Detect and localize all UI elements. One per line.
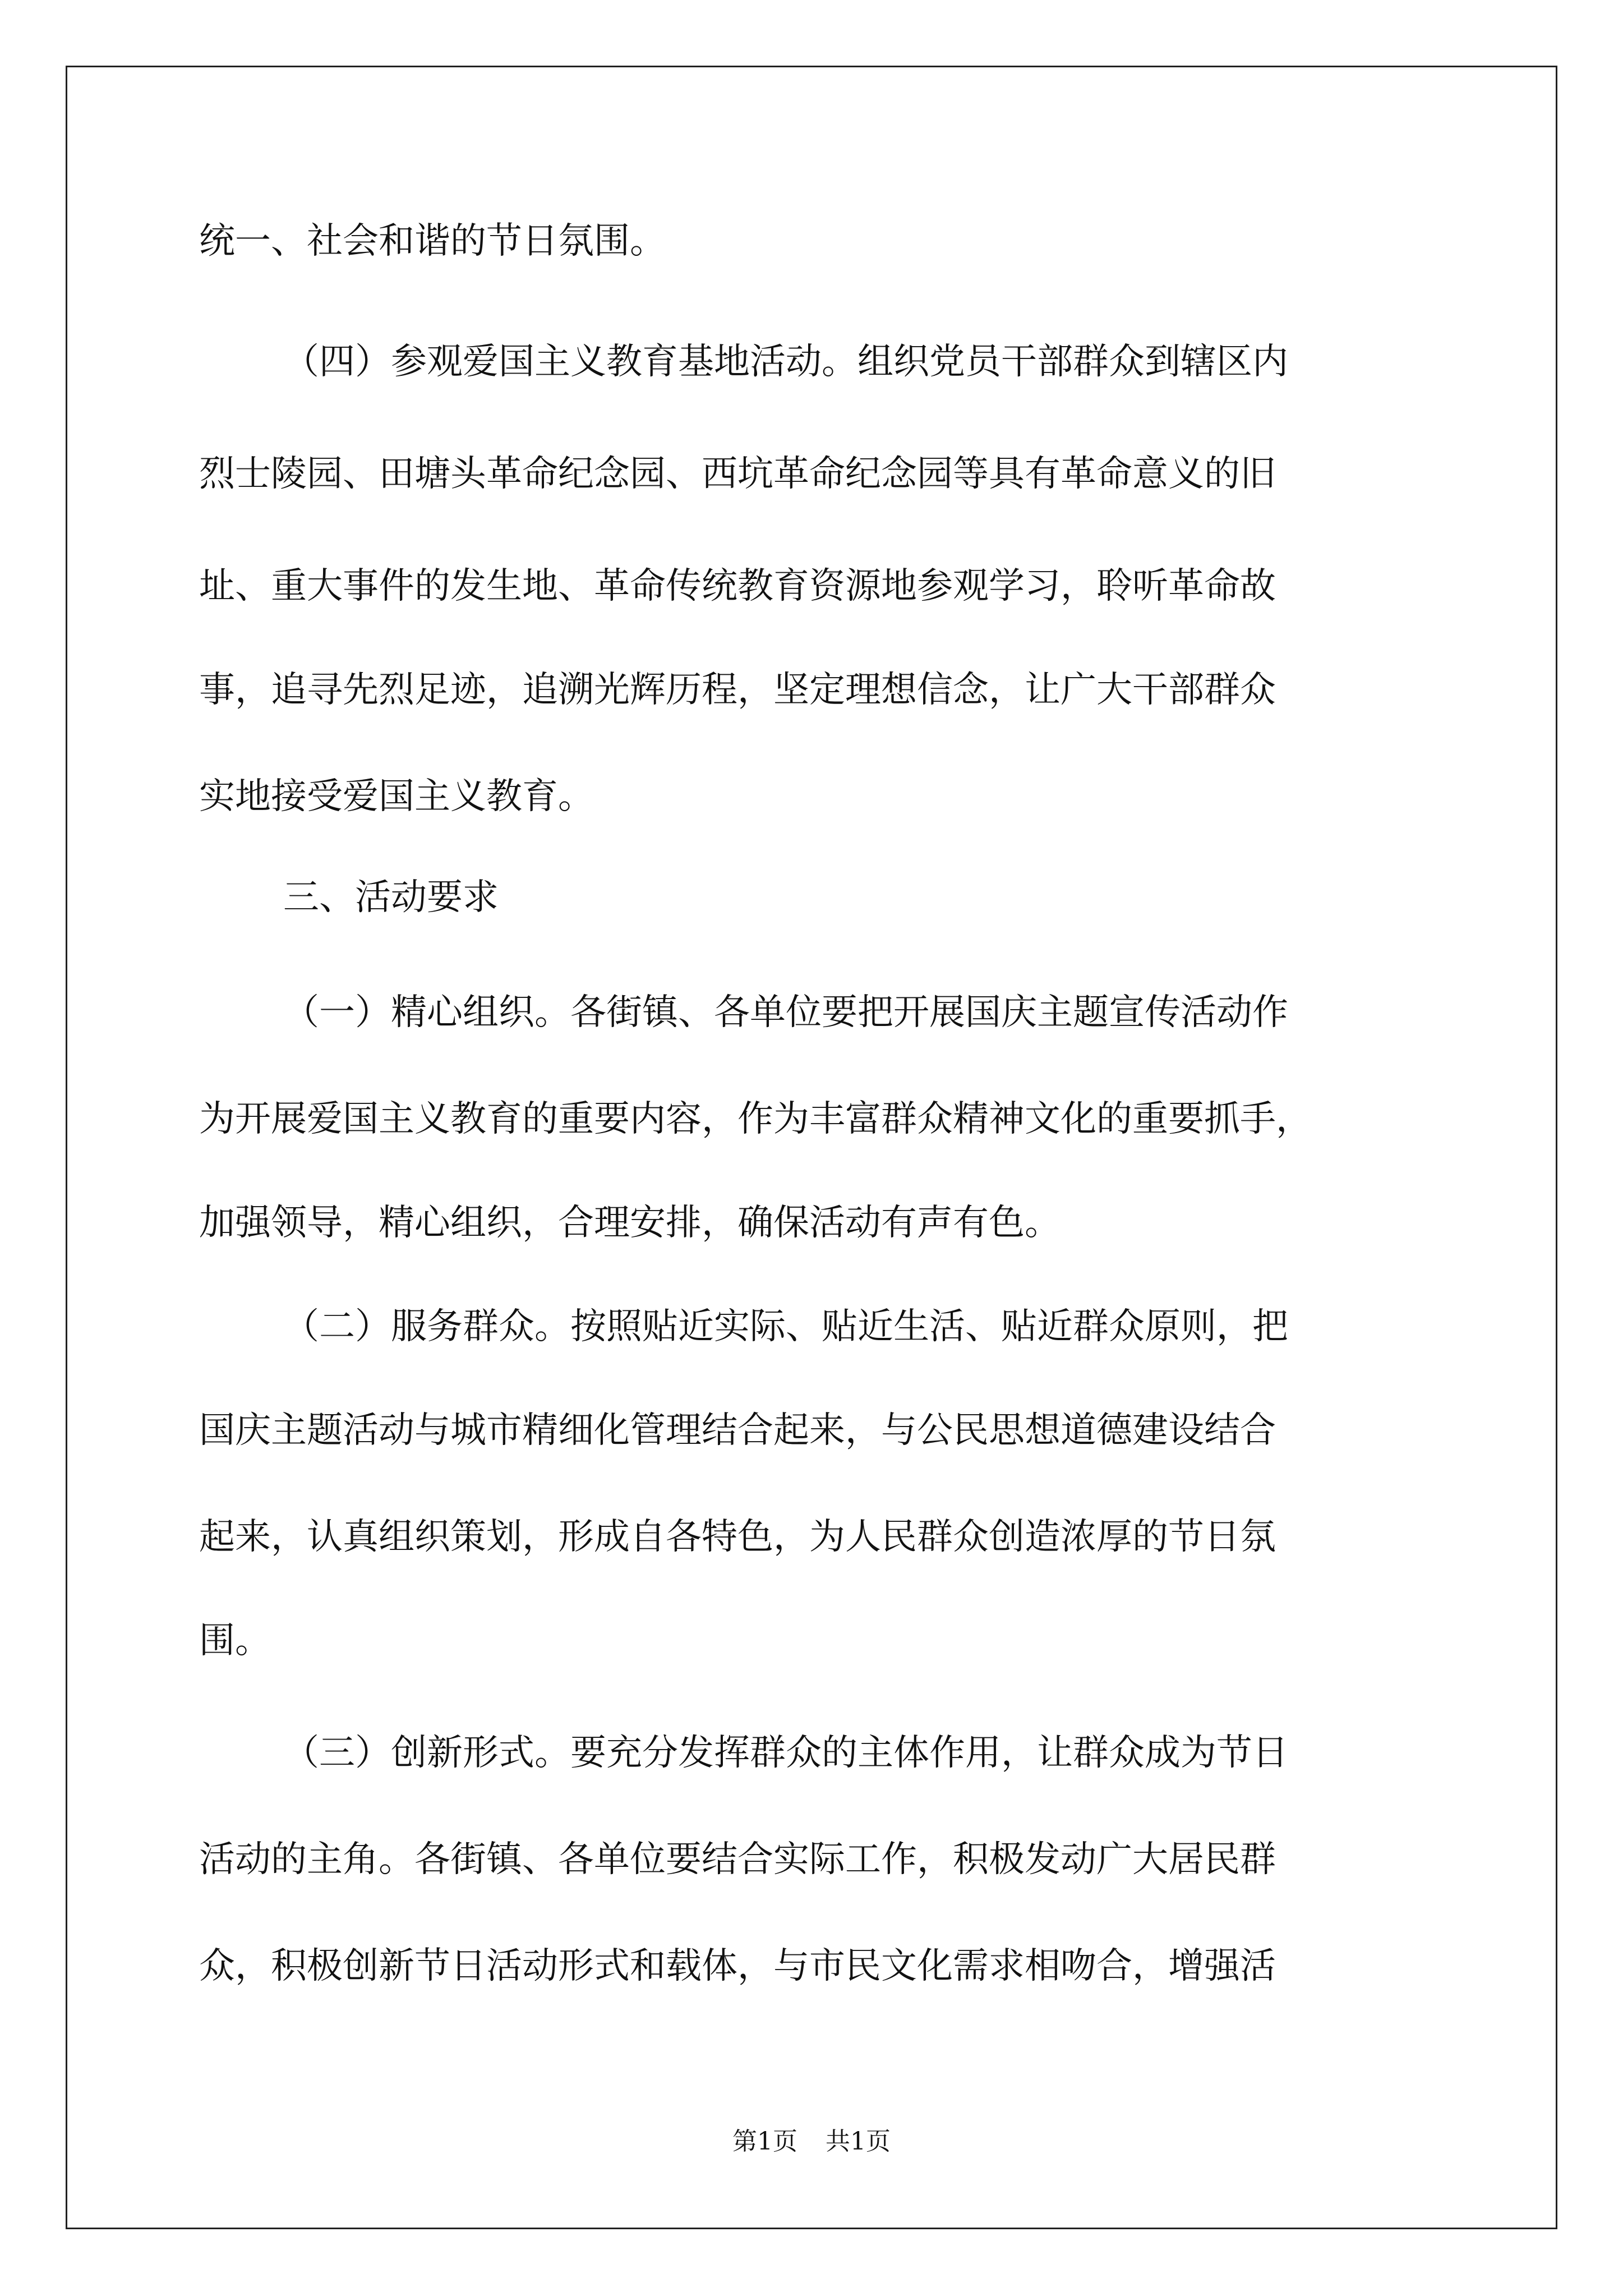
text-line: （四）参观爱国主义教育基地活动。组织党员干部群众到辖区内 xyxy=(283,341,1288,383)
text-line: 加强领导，精心组织，合理安排，确保活动有声有色。 xyxy=(199,1202,1061,1244)
section-heading: 三、活动要求 xyxy=(283,877,499,918)
text-line: 活动的主角。各街镇、各单位要结合实际工作，积极发动广大居民群 xyxy=(199,1839,1276,1880)
text-line: 国庆主题活动与城市精细化管理结合起来，与公民思想道德建设结合 xyxy=(199,1410,1276,1451)
text-line: 址、重大事件的发生地、革命传统教育资源地参观学习，聆听革命故 xyxy=(199,565,1276,607)
page-total: 共1页 xyxy=(826,2127,891,2156)
text-line: （二）服务群众。按照贴近实际、贴近生活、贴近群众原则，把 xyxy=(283,1306,1288,1347)
text-line: 实地接受爱国主义教育。 xyxy=(199,776,594,817)
page-footer xyxy=(0,2126,1623,2157)
text-line: 起来，认真组织策划，形成自各特色，为人民群众创造浓厚的节日氛 xyxy=(199,1516,1276,1558)
page-number: 第1页 xyxy=(732,2127,797,2156)
text-line: 烈士陵园、田塘头革命纪念园、西坑革命纪念园等具有革命意义的旧 xyxy=(199,453,1276,495)
page-border xyxy=(66,66,1557,2229)
text-line: 事，追寻先烈足迹，追溯光辉历程，坚定理想信念，让广大干部群众 xyxy=(199,669,1276,711)
text-line: 统一、社会和谐的节日氛围。 xyxy=(199,220,666,262)
text-line: 众，积极创新节日活动形式和载体，与市民文化需求相吻合，增强活 xyxy=(199,1945,1276,1987)
text-line: （三）创新形式。要充分发挥群众的主体作用，让群众成为节日 xyxy=(283,1732,1288,1774)
text-line: （一）精心组织。各街镇、各单位要把开展国庆主题宣传活动作 xyxy=(283,992,1288,1033)
text-line: 为开展爱国主义教育的重要内容，作为丰富群众精神文化的重要抓手， xyxy=(199,1098,1312,1140)
text-line: 围。 xyxy=(199,1620,271,1662)
